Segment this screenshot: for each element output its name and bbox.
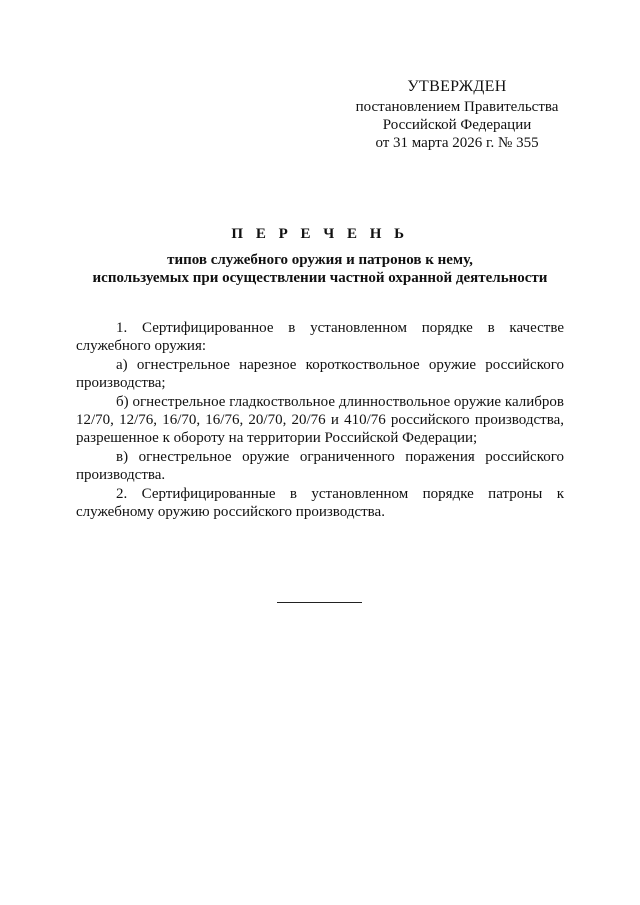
paragraph-item-1b: б) огнестрельное гладкоствольное длинноствольное оружие калибров 12/70, 12/76, 16/70, 16/76, 20/70, 20/76 и 410/76 российского производства, разрешенное к обороту на территории Российской Федерации; bbox=[76, 394, 564, 446]
paragraph-item-1c: в) огнестрельное оружие ограниченного поражения российского производства. bbox=[76, 449, 564, 483]
approval-country: Российской Федерации bbox=[382, 117, 532, 133]
subtitle-line-2: используемых при осуществлении частной охранной деятельности bbox=[92, 270, 548, 286]
approval-issuer: постановлением Правительства bbox=[355, 99, 559, 115]
paragraph-item-1: 1. Сертифицированное в установленном порядке в качестве служебного оружия: bbox=[76, 320, 564, 354]
document-body bbox=[76, 319, 564, 522]
approval-block bbox=[322, 78, 592, 152]
paragraph-item-2: 2. Сертифицированные в установленном порядке патроны к служебному оружию российского производства. bbox=[76, 486, 564, 520]
document-title: П Е Р Е Ч Е Н Ь bbox=[231, 226, 409, 242]
end-separator-line bbox=[277, 602, 362, 603]
approval-date-number: от 31 марта 2026 г. № 355 bbox=[375, 135, 539, 151]
document-subtitle bbox=[60, 251, 580, 287]
approved-label: УТВЕРЖДЕН bbox=[407, 78, 507, 95]
subtitle-line-1: типов служебного оружия и патронов к нему, bbox=[167, 252, 473, 268]
paragraph-item-1a: а) огнестрельное нарезное короткоствольное оружие российского производства; bbox=[76, 357, 564, 391]
